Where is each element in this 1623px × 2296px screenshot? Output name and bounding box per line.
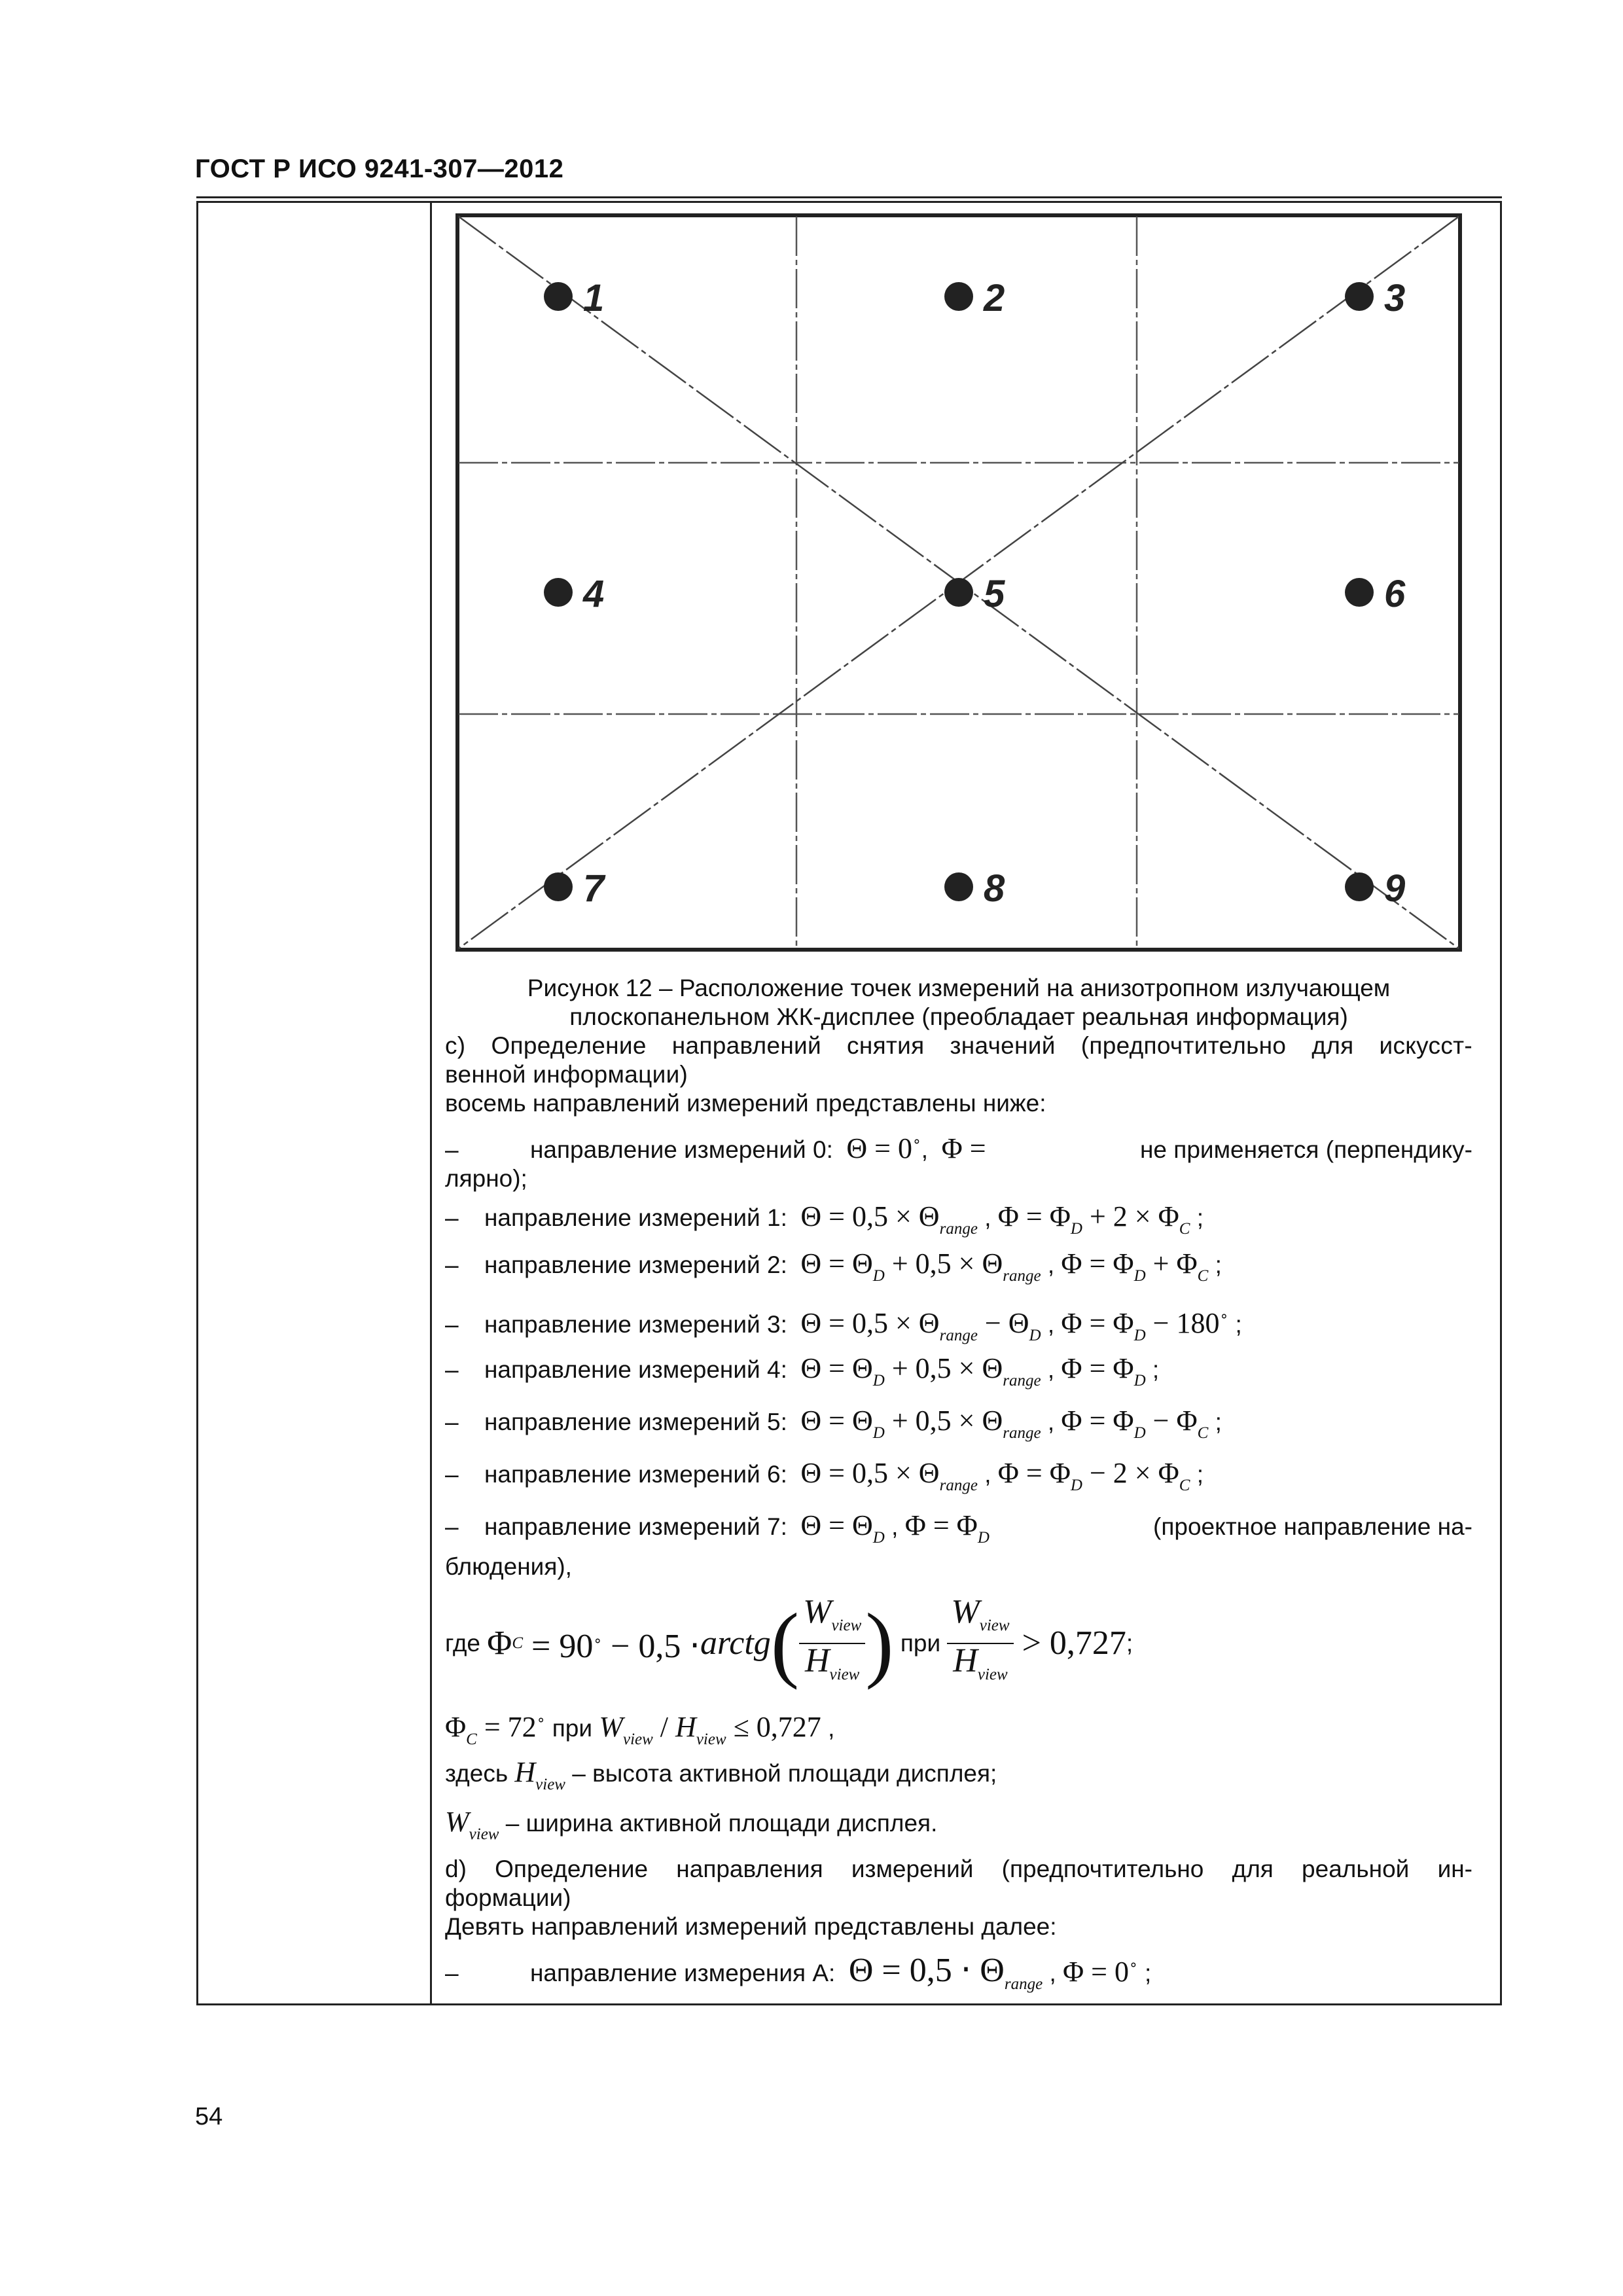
pri-label-2: при — [552, 1715, 593, 1742]
list-dash: – — [445, 1408, 459, 1435]
body-text — [445, 974, 1472, 1999]
page-number: 54 — [195, 2103, 223, 2130]
list-dash: – — [445, 1204, 459, 1231]
caption-line-1: Рисунок 12 – Расположение точек измерений на анизотропном излучающем — [527, 975, 1391, 1001]
point-label-1: 1 — [583, 277, 605, 319]
point-label-4: 4 — [583, 573, 605, 615]
section-d-heading — [445, 1855, 1472, 1912]
caption-line-2: плоскопанельном ЖК-дисплее (преобладает реальная информация) — [569, 1003, 1348, 1030]
direction-0-continuation: лярно); — [445, 1165, 527, 1192]
direction-a-label: направление измерения А: — [530, 1960, 836, 1986]
direction-7-continuation: блюдения), — [445, 1553, 572, 1580]
direction-5: – направление измерений 5: $\Theta = \Theta_D + 0,5 \times \Theta_{range}$ , $\Phi = \Phi_D - \Phi_C$ ; — [445, 1405, 1222, 1442]
direction-0-rest: не применяется (перпендику- — [1140, 1136, 1472, 1163]
w-over-h-fraction: $\frac{W_{view}}{H_{view}}$ — [799, 1598, 865, 1689]
running-header: ГОСТ Р ИСО 9241-307—2012 — [195, 154, 564, 183]
table-top-rule — [196, 196, 1502, 198]
point-label-3: 3 — [1384, 277, 1406, 319]
direction-5-label: направление измерений 5: — [484, 1408, 787, 1435]
section-d-heading-line-2: формации) — [445, 1884, 571, 1911]
direction-6: – направление измерений 6: $\Theta = 0,5 \times \Theta_{range}$ , $\Phi = \Phi_D - 2 \times \Phi_C$ ; — [445, 1457, 1204, 1494]
list-dash: – — [445, 1356, 459, 1383]
point-label-7: 7 — [583, 867, 605, 910]
phi-c-72-formula: $\Phi_C = 72^\circ$ при $W_{view} / H_{view} \le 0,727$ , — [445, 1711, 835, 1748]
direction-3-label: направление измерений 3: — [484, 1311, 787, 1338]
direction-3: – направление измерений 3: $\Theta = 0,5 \times \Theta_{range} - \Theta_D$ , $\Phi = \Phi_D - 180^\circ$ ; — [445, 1307, 1242, 1344]
point-dot-1 — [544, 282, 573, 311]
direction-a: – направление измерения А: $\Theta = 0,5 \cdot \Theta_{range}$ , Φ = 0∘ ; — [445, 1952, 1152, 1993]
direction-1: – направление измерений 1: $\Theta = 0,5 \times \Theta_{range}$ , $\Phi = \Phi_D + 2 \times \Phi_C$ ; — [445, 1200, 1204, 1238]
point-label-5: 5 — [984, 573, 1005, 615]
point-dot-8 — [944, 872, 973, 901]
point-dot-6 — [1345, 578, 1374, 607]
point-label-9: 9 — [1384, 867, 1406, 910]
direction-0-label: направление измерений 0: — [530, 1136, 833, 1163]
direction-2-label: направление измерений 2: — [484, 1251, 787, 1278]
direction-1-label: направление измерений 1: — [484, 1204, 787, 1231]
w-view-description: – ширина активной площади дисплея. — [505, 1810, 938, 1837]
point-label-6: 6 — [1384, 573, 1406, 615]
where-label: где — [445, 1630, 481, 1657]
list-dash: – — [445, 1513, 459, 1540]
direction-7-rest: (проектное направление на- — [1153, 1513, 1472, 1540]
direction-7-label: направление измерений 7: — [484, 1513, 787, 1540]
list-dash: – — [445, 1311, 459, 1338]
pri-label: при — [900, 1630, 941, 1657]
direction-6-label: направление измерений 6: — [484, 1461, 787, 1488]
direction-7: – направление измерений 7: $\Theta = \Theta_D$ , $\Phi = \Phi_D$ (проектное направление на- блюдения), — [445, 1509, 1472, 1580]
h-view-description: – высота активной площади дисплея; — [572, 1760, 997, 1787]
point-dot-9 — [1345, 872, 1374, 901]
phi-c-formula: где Φ C = 90∘ − 0,5 ⋅ arctg ( $\frac{W_{view}}{H_{view}}$ ) при $\frac{W_{view}}{H_{view}}$ > 0,727 ; — [445, 1593, 1133, 1691]
point-dot-7 — [544, 872, 573, 901]
list-dash: – — [445, 1960, 459, 1986]
section-c-heading-line-1: c) Определение направлений снятия значений (предпочтительно для искусст- — [445, 1032, 1472, 1059]
point-label-2: 2 — [984, 277, 1005, 319]
list-dash: – — [445, 1461, 459, 1488]
point-dot-4 — [544, 578, 573, 607]
section-c-intro: восемь направлений измерений представлены ниже: — [445, 1090, 1046, 1117]
section-c-heading-line-2: венной информации) — [445, 1061, 688, 1088]
direction-0: – направление измерений 0: Θ = 0∘, Φ = не применяется (перпендику- лярно); — [445, 1132, 1472, 1192]
table-column-separator — [430, 201, 432, 2005]
w-view-definition: $W_{view}$ – ширина активной площади дисплея. — [445, 1806, 938, 1843]
direction-4-label: направление измерений 4: — [484, 1356, 787, 1383]
section-d-intro: Девять направлений измерений представлены далее: — [445, 1913, 1057, 1940]
section-d-heading-line-1: d) Определение направления измерений (предпочтительно для реальной ин- — [445, 1856, 1472, 1882]
zdes-label: здесь — [445, 1760, 508, 1787]
w-over-h-fraction-2: $\frac{W_{view}}{H_{view}}$ — [947, 1598, 1013, 1689]
section-c-heading — [445, 1031, 1472, 1089]
point-label-8: 8 — [984, 867, 1005, 910]
figure-caption — [445, 974, 1472, 1031]
list-dash: – — [445, 1136, 459, 1163]
direction-2: – направление измерений 2: $\Theta = \Theta_D + 0,5 \times \Theta_{range}$ , $\Phi = \Phi_D + \Phi_C$ ; — [445, 1247, 1222, 1285]
list-dash: – — [445, 1251, 459, 1278]
point-dot-2 — [944, 282, 973, 311]
measurement-points-figure — [455, 213, 1463, 952]
point-dot-5 — [944, 578, 973, 607]
direction-4: – направление измерений 4: $\Theta = \Theta_D + 0,5 \times \Theta_{range}$ , $\Phi = \Phi_D$ ; — [445, 1352, 1160, 1390]
point-dot-3 — [1345, 282, 1374, 311]
h-view-definition: здесь $H_{view}$ – высота активной площади дисплея; — [445, 1756, 997, 1793]
